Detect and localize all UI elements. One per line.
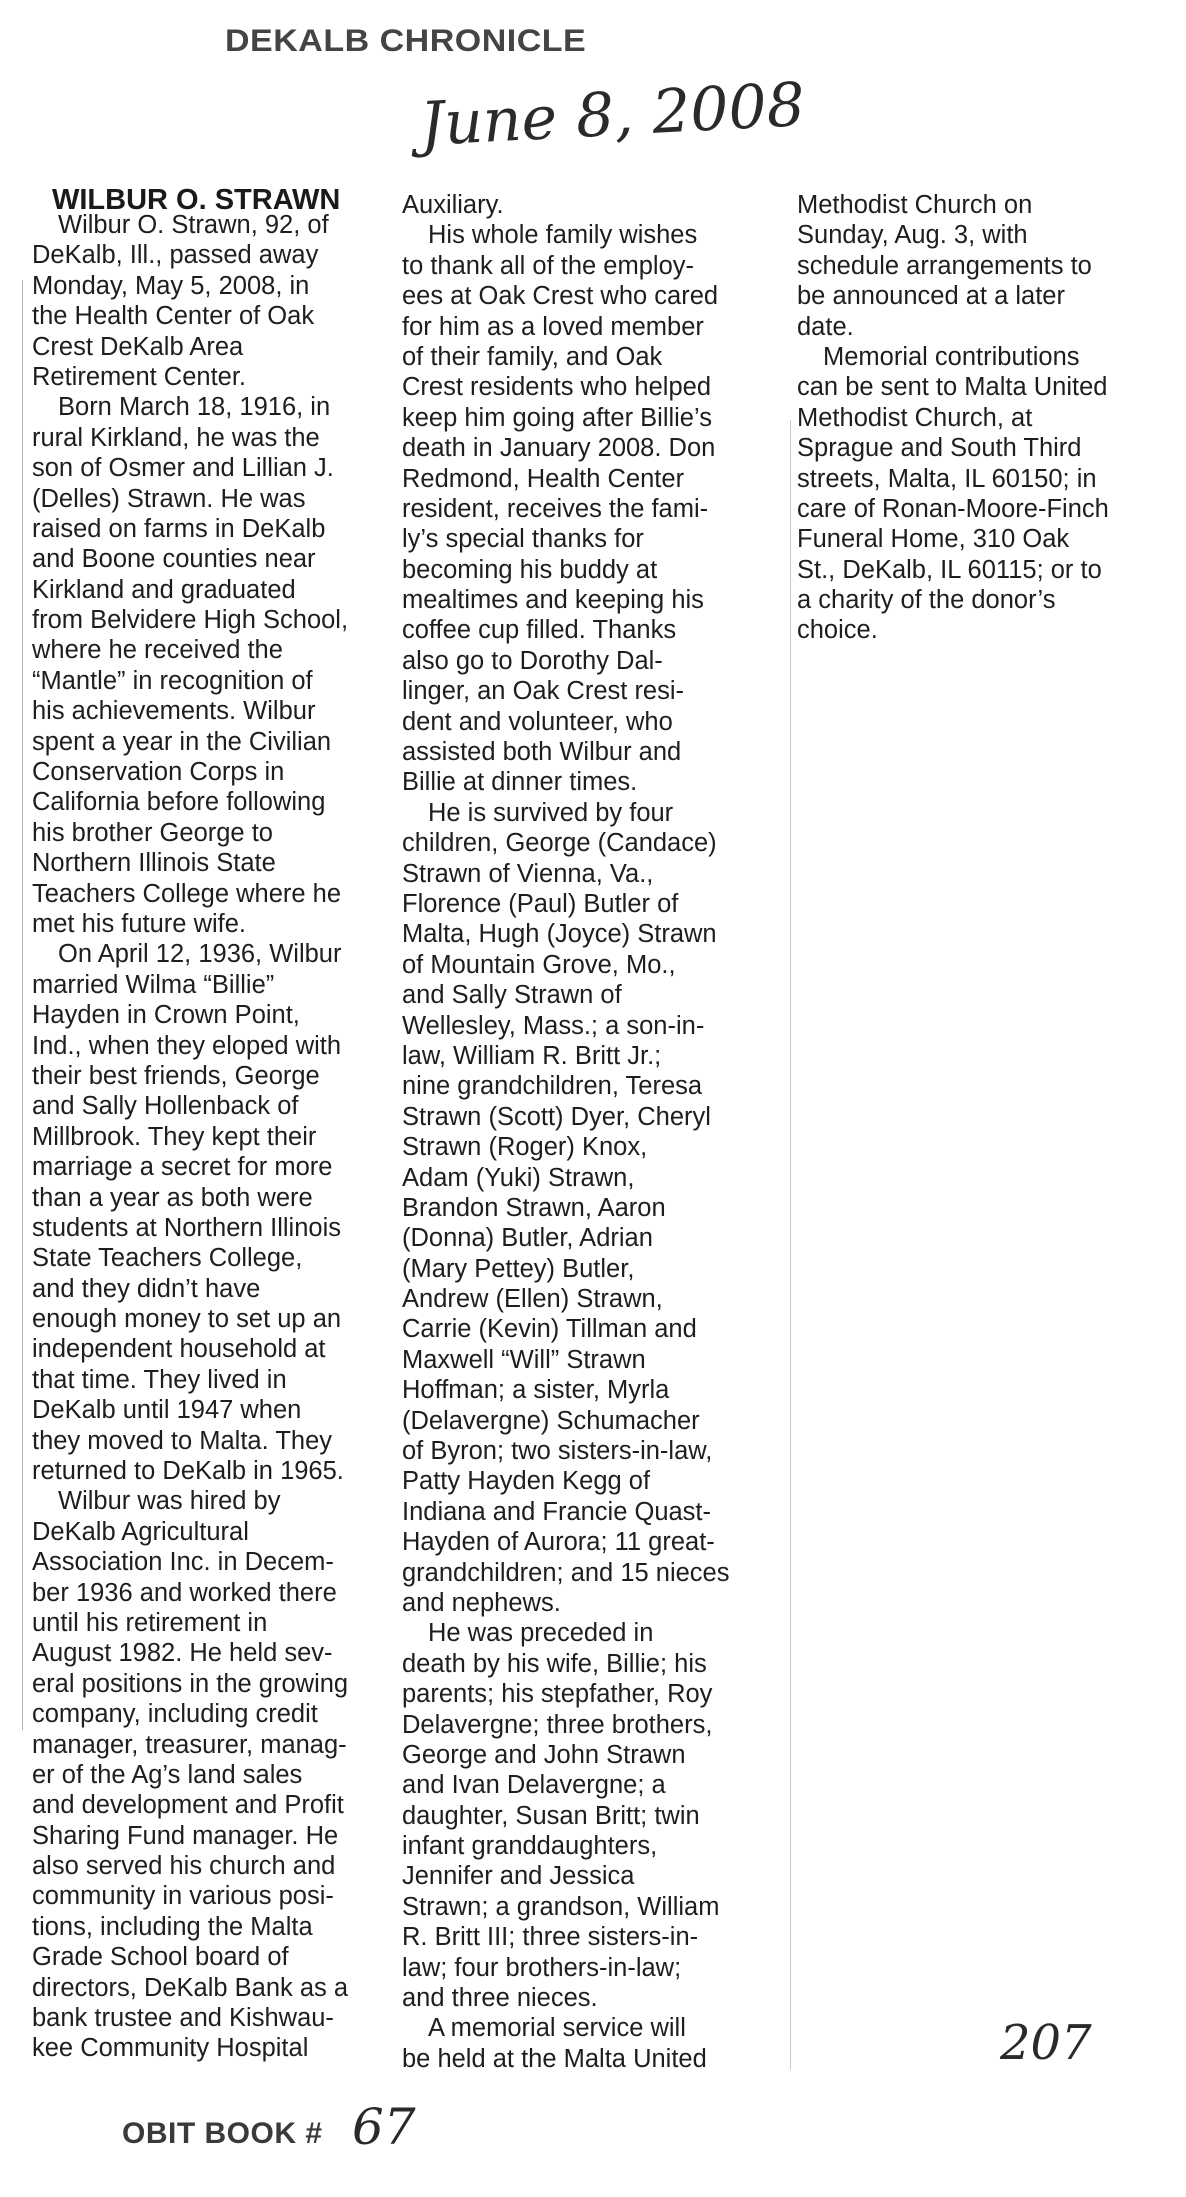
text-line: August 1982. He held sev- (32, 1639, 333, 1668)
text-line: eral positions in the growing (32, 1669, 349, 1698)
text-line: Auxiliary. (402, 191, 504, 219)
masthead: DEKALB CHRONICLE (225, 23, 587, 59)
text-line: his brother George to (32, 818, 273, 847)
text-line: St., DeKalb, IL 60115; or to (797, 555, 1102, 584)
text-line: can be sent to Malta United (797, 373, 1108, 402)
text-line: Strawn of Vienna, Va., (402, 859, 654, 888)
column-rule-right (790, 420, 791, 2070)
text-line: children, George (Candace) (402, 829, 717, 858)
text-line: students at Northern Illinois (32, 1213, 341, 1242)
text-line: Conservation Corps in (32, 758, 285, 787)
text-line: Hoffman; a sister, Myrla (402, 1376, 670, 1405)
text-line: He was preceded in (428, 1619, 654, 1648)
column-rule-left (22, 280, 23, 1730)
text-line: Patty Hayden Kegg of (402, 1467, 651, 1496)
text-line: nine grandchildren, Teresa (402, 1072, 703, 1101)
text-line: Strawn; a grandson, William (402, 1892, 720, 1921)
text-line: law; four brothers-in-law; (402, 1953, 682, 1982)
text-line: assisted both Wilbur and (402, 738, 682, 767)
text-line: tions, including the Malta (32, 1912, 313, 1941)
text-line: that time. They lived in (32, 1365, 287, 1394)
text-line: State Teachers College, (32, 1244, 303, 1273)
text-line: rural Kirkland, he was the (32, 423, 320, 452)
text-line: Memorial contributions (823, 342, 1080, 371)
text-line: and development and Profit (32, 1791, 344, 1820)
page-number: 207 (1000, 2015, 1092, 2071)
text-line: and Ivan Delavergne; a (402, 1771, 666, 1800)
text-line: of their family, and Oak (402, 342, 663, 371)
text-line: met his future wife. (32, 909, 246, 938)
text-line: company, including credit (32, 1700, 318, 1729)
text-line: of Byron; two sisters-in-law, (402, 1437, 713, 1466)
text-line: His whole family wishes (428, 221, 698, 250)
text-line: and three nieces. (402, 1984, 598, 2013)
text-line: Sharing Fund manager. He (32, 1821, 339, 1850)
text-line: Born March 18, 1916, in (58, 393, 331, 422)
text-line: Ind., when they eloped with (32, 1031, 342, 1060)
text-line: parents; his stepfather, Roy (402, 1680, 713, 1709)
text-line: er of the Ag’s land sales (32, 1760, 303, 1789)
text-line: a charity of the donor’s (797, 586, 1056, 615)
text-line: Monday, May 5, 2008, in (32, 271, 310, 300)
text-line: son of Osmer and Lillian J. (32, 454, 334, 483)
text-line: On April 12, 1936, Wilbur (58, 940, 342, 969)
text-line: his achievements. Wilbur (32, 697, 316, 726)
text-line: Retirement Center. (32, 362, 247, 391)
text-line: Andrew (Ellen) Strawn, (402, 1285, 663, 1314)
text-line: (Delavergne) Schumacher (402, 1406, 700, 1435)
text-line: Jennifer and Jessica (402, 1862, 635, 1891)
text-line: A memorial service will (428, 2014, 686, 2043)
text-line: schedule arrangements to (797, 251, 1092, 280)
text-line: care of Ronan-Moore-Finch (797, 494, 1109, 523)
text-line: Crest residents who helped (402, 373, 712, 402)
text-line: Strawn (Roger) Knox, (402, 1133, 648, 1162)
text-line: Wilbur was hired by (58, 1487, 281, 1516)
text-line: (Donna) Butler, Adrian (402, 1224, 653, 1253)
text-line: bank trustee and Kishwau- (32, 2004, 334, 2033)
text-line: until his retirement in (32, 1608, 268, 1637)
text-line: grandchildren; and 15 nieces (402, 1558, 730, 1587)
text-line: DeKalb, Ill., passed away (32, 241, 319, 270)
text-line: dent and volunteer, who (402, 707, 673, 736)
text-line: Methodist Church, at (797, 403, 1033, 432)
text-line: R. Britt III; three sisters-in- (402, 1923, 699, 1952)
text-line: spent a year in the Civilian (32, 727, 332, 756)
text-line: infant granddaughters, (402, 1832, 658, 1861)
text-line: Northern Illinois State (32, 849, 276, 878)
text-line: ly’s special thanks for (402, 525, 644, 554)
text-line: death in January 2008. Don (402, 434, 716, 463)
text-line: from Belvidere High School, (32, 606, 349, 635)
text-line: ees at Oak Crest who cared (402, 282, 719, 311)
text-line: independent household at (32, 1335, 326, 1364)
article-column-2 (402, 190, 782, 2074)
text-line: also go to Dorothy Dal- (402, 646, 663, 675)
text-line: becoming his buddy at (402, 555, 658, 584)
text-line: Maxwell “Will” Strawn (402, 1345, 646, 1374)
text-line: Teachers College where he (32, 879, 342, 908)
text-line: date. (797, 312, 854, 341)
article-column-3 (797, 190, 1157, 646)
text-line: and Sally Strawn of (402, 981, 622, 1010)
text-line: Methodist Church on (797, 191, 1033, 219)
text-line: “Mantle” in recognition of (32, 666, 313, 695)
text-line: marriage a secret for more (32, 1153, 333, 1182)
text-line: coffee cup filled. Thanks (402, 616, 677, 645)
text-line: Malta, Hugh (Joyce) Strawn (402, 920, 717, 949)
text-line: be announced at a later (797, 282, 1065, 311)
text-line: Hayden in Crown Point, (32, 1001, 300, 1030)
text-line: Sprague and South Third (797, 434, 1082, 463)
text-line: kee Community Hospital (32, 2034, 309, 2063)
text-line: Sunday, Aug. 3, with (797, 221, 1028, 250)
handwritten-date: June 8, 2008 (418, 69, 807, 161)
text-line: the Health Center of Oak (32, 302, 315, 331)
text-line: resident, receives the fami- (402, 494, 709, 523)
text-line: raised on farms in DeKalb (32, 514, 326, 543)
text-line: (Delles) Strawn. He was (32, 484, 306, 513)
text-line: Brandon Strawn, Aaron (402, 1193, 666, 1222)
text-line: and Sally Hollenback of (32, 1092, 299, 1121)
text-line: daughter, Susan Britt; twin (402, 1801, 700, 1830)
text-line: linger, an Oak Crest resi- (402, 677, 685, 706)
text-line: (Mary Pettey) Butler, (402, 1254, 635, 1283)
text-line: to thank all of the employ- (402, 251, 694, 280)
text-line: Carrie (Kevin) Tillman and (402, 1315, 697, 1344)
text-line: Redmond, Health Center (402, 464, 685, 493)
text-line: mealtimes and keeping his (402, 586, 704, 615)
text-line: death by his wife, Billie; his (402, 1649, 707, 1678)
text-line: choice. (797, 616, 878, 645)
text-line: Hayden of Aurora; 11 great- (402, 1528, 715, 1557)
text-line: Wellesley, Mass.; a son-in- (402, 1011, 705, 1040)
text-line: streets, Malta, IL 60150; in (797, 464, 1097, 493)
obit-book-label: OBIT BOOK # (122, 2117, 323, 2150)
text-line: be held at the Malta United (402, 2044, 707, 2073)
text-line: Crest DeKalb Area (32, 332, 244, 361)
text-line: DeKalb until 1947 when (32, 1396, 302, 1425)
headline: WILBUR O. STRAWN (52, 184, 341, 216)
article-column-1 (32, 184, 392, 2064)
text-line: Funeral Home, 310 Oak (797, 525, 1070, 554)
text-line: Billie at dinner times. (402, 768, 638, 797)
text-line: where he received the (32, 636, 283, 665)
text-line: also served his church and (32, 1852, 336, 1881)
text-line: Indiana and Francie Quast- (402, 1497, 712, 1526)
text-line: community in various posi- (32, 1882, 334, 1911)
obit-book-number: 67 (352, 2098, 416, 2156)
text-line: manager, treasurer, manag- (32, 1730, 347, 1759)
text-line: Florence (Paul) Butler of (402, 889, 679, 918)
text-line: law, William R. Britt Jr.; (402, 1041, 662, 1070)
text-line: Kirkland and graduated (32, 575, 296, 604)
text-line: of Mountain Grove, Mo., (402, 950, 676, 979)
text-line: keep him going after Billie’s (402, 403, 712, 432)
text-line: and Boone counties near (32, 545, 316, 574)
text-line: returned to DeKalb in 1965. (32, 1457, 344, 1486)
text-line: Millbrook. They kept their (32, 1122, 317, 1151)
text-line: directors, DeKalb Bank as a (32, 1973, 349, 2002)
text-line: Association Inc. in Decem- (32, 1548, 334, 1577)
text-line: California before following (32, 788, 326, 817)
text-line: George and John Strawn (402, 1740, 686, 1769)
text-line: Strawn (Scott) Dyer, Cheryl (402, 1102, 711, 1131)
text-line: and they didn’t have (32, 1274, 261, 1303)
text-line: ber 1936 and worked there (32, 1578, 337, 1607)
text-line: they moved to Malta. They (32, 1426, 333, 1455)
text-line: married Wilma “Billie” (32, 970, 275, 999)
text-line: their best friends, George (32, 1061, 320, 1090)
text-line: Delavergne; three brothers, (402, 1710, 713, 1739)
text-line: He is survived by four (428, 798, 674, 827)
text-line: Grade School board of (32, 1943, 289, 1972)
text-line: Adam (Yuki) Strawn, (402, 1163, 635, 1192)
text-line: for him as a loved member (402, 312, 704, 341)
text-line: Wilbur O. Strawn, 92, of (58, 211, 329, 239)
text-line: DeKalb Agricultural (32, 1517, 249, 1546)
text-line: than a year as both were (32, 1183, 313, 1212)
text-line: enough money to set up an (32, 1305, 342, 1334)
text-line: and nephews. (402, 1588, 561, 1617)
